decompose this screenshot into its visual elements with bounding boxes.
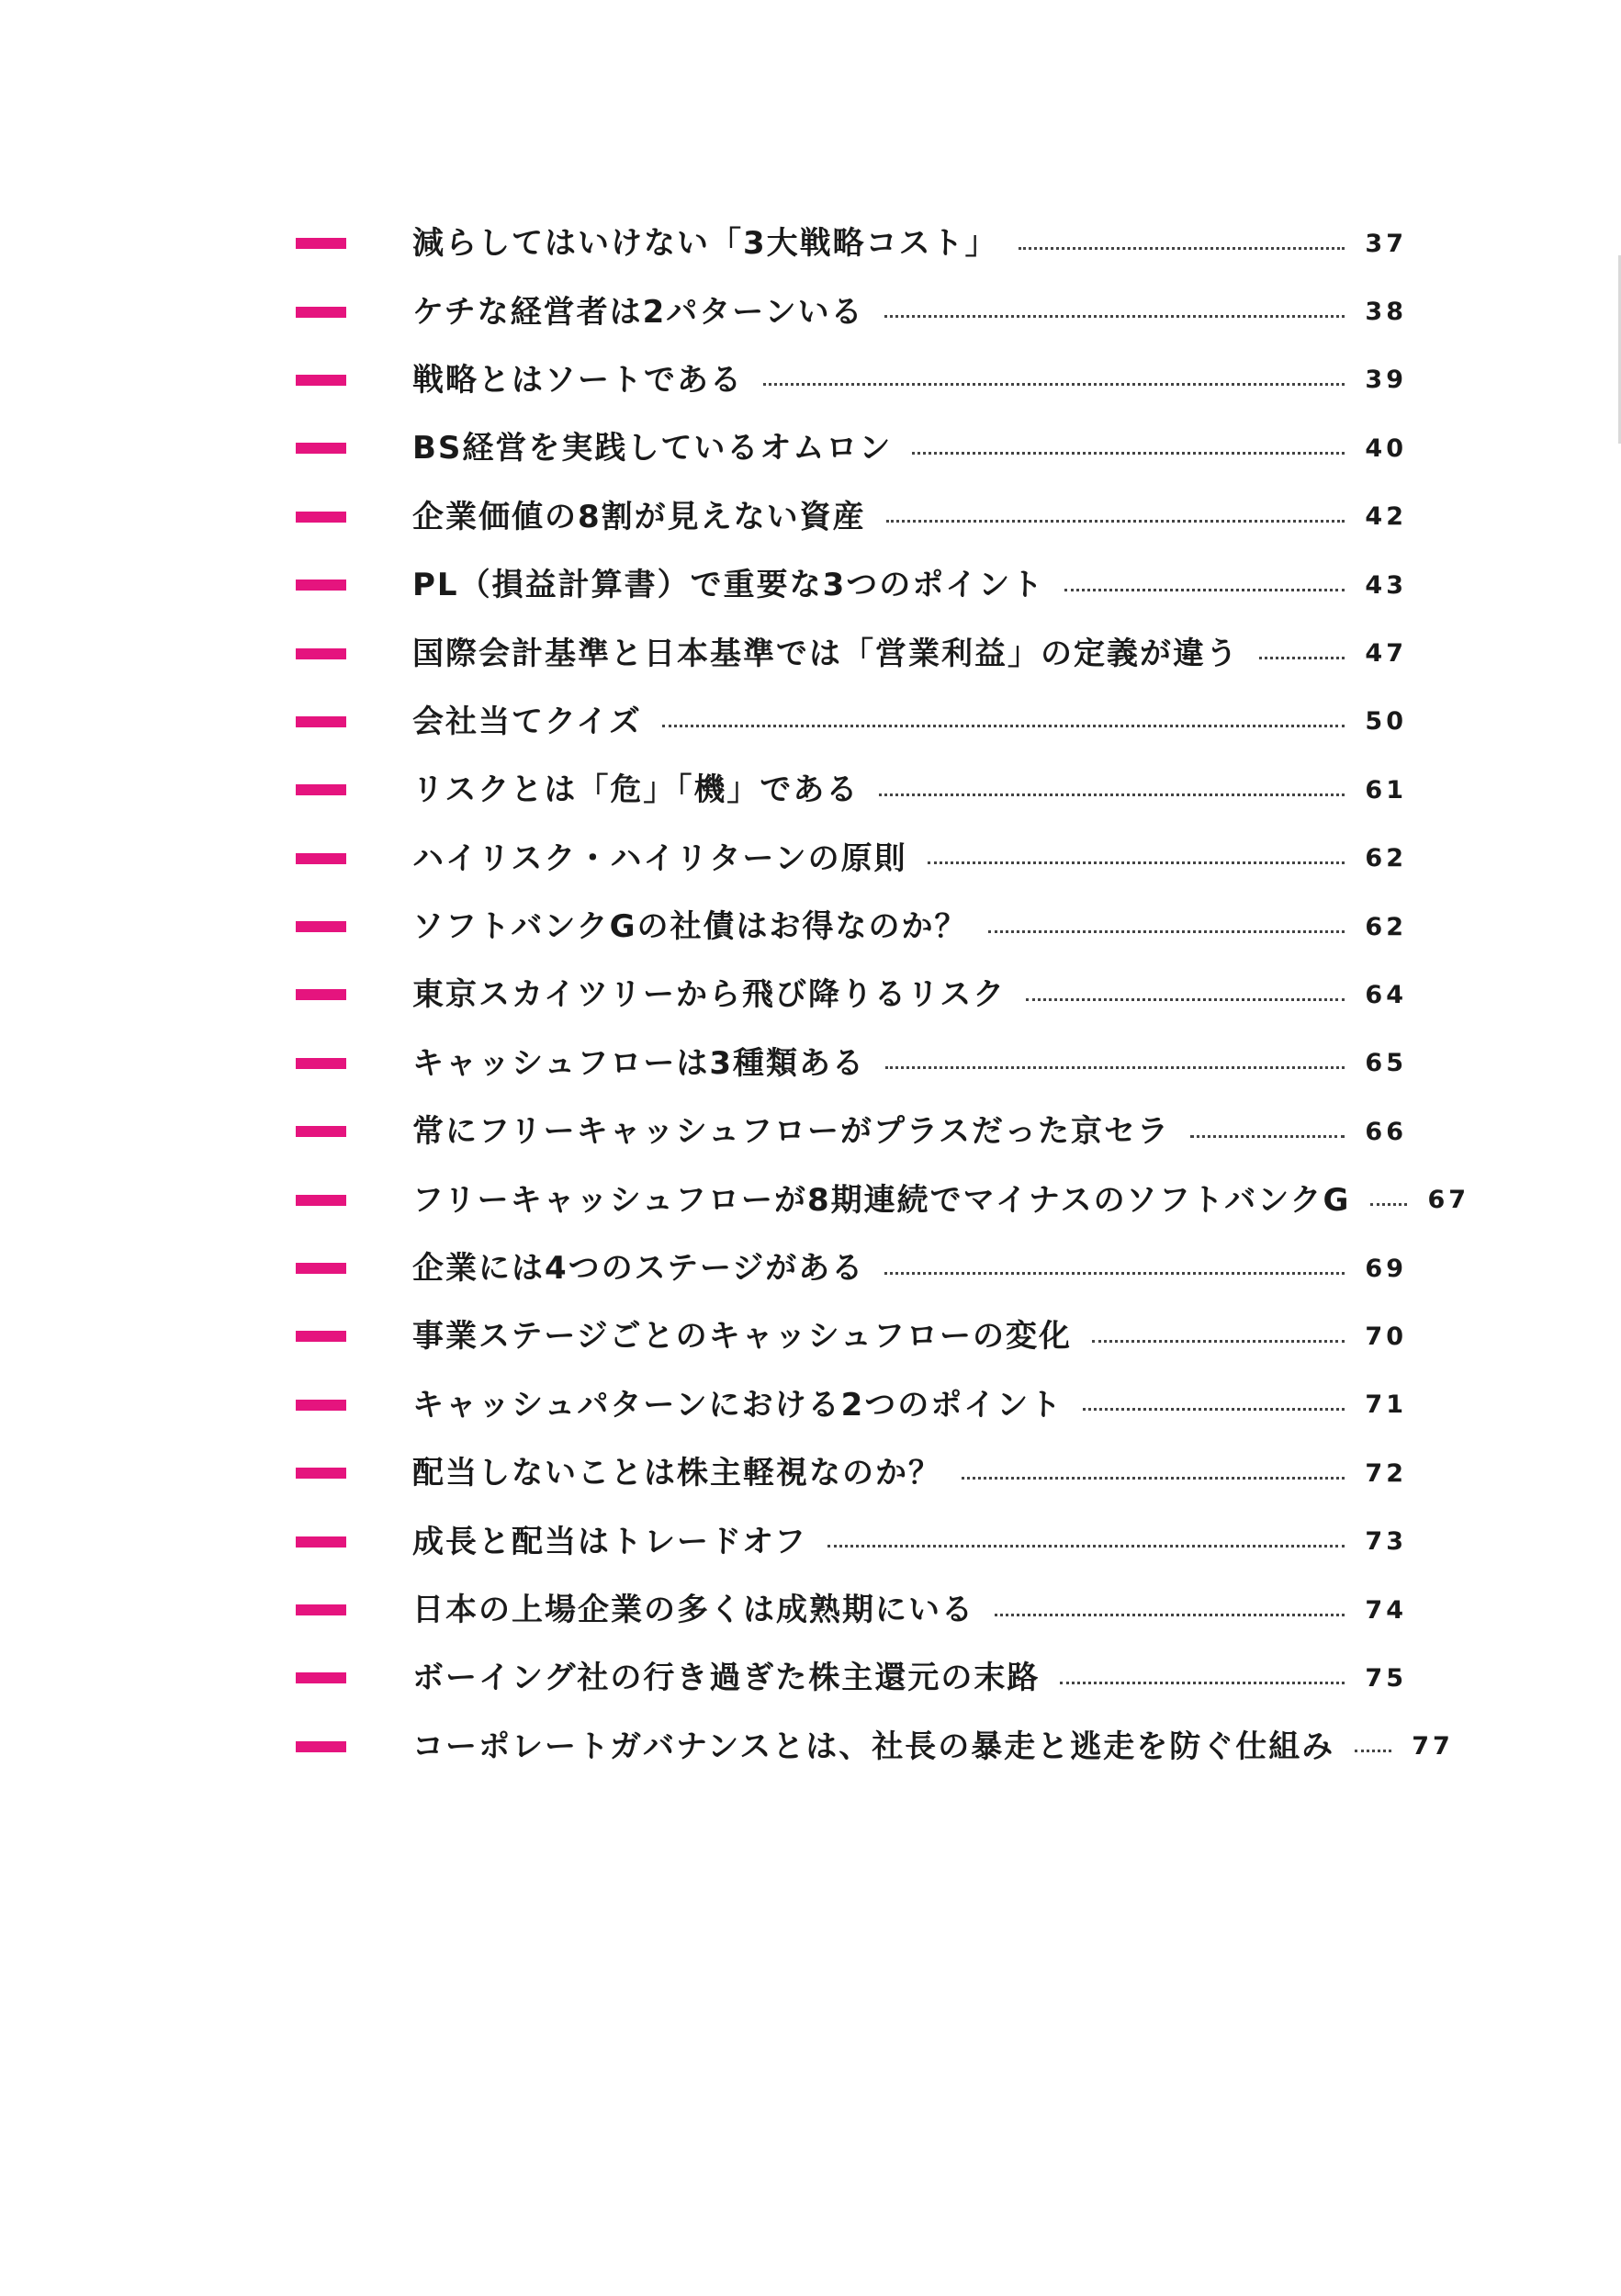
toc-dot-leader bbox=[1064, 589, 1345, 591]
toc-page-number: 66 bbox=[1365, 1117, 1407, 1146]
toc-dot-leader bbox=[1370, 1203, 1407, 1206]
toc-entry bbox=[296, 1507, 1407, 1575]
toc-bullet-marker bbox=[296, 1195, 346, 1206]
toc-entry bbox=[296, 209, 1407, 277]
toc-entry-title: 配当しないことは株主軽視なのか？ bbox=[412, 1455, 941, 1492]
toc-dot-leader bbox=[1026, 998, 1345, 1001]
toc-bullet-marker bbox=[296, 580, 346, 591]
toc-entry bbox=[296, 1302, 1407, 1370]
toc-bullet-marker bbox=[296, 1604, 346, 1615]
toc-entry-title: ケチな経営者は2パターンいる bbox=[412, 293, 864, 331]
toc-entry-title: 日本の上場企業の多くは成熟期にいる bbox=[412, 1592, 974, 1628]
toc-dot-leader bbox=[879, 793, 1345, 796]
toc-dot-leader bbox=[1083, 1408, 1345, 1411]
toc-entry bbox=[296, 346, 1407, 414]
toc-entry-title: 企業価値の8割が見えない資産 bbox=[412, 498, 866, 535]
toc-bullet-marker bbox=[296, 375, 346, 386]
toc-entry bbox=[296, 825, 1407, 893]
toc-entry bbox=[296, 414, 1407, 482]
toc-entry bbox=[296, 1030, 1407, 1097]
toc-page-number: 40 bbox=[1365, 433, 1407, 463]
toc-entry bbox=[296, 893, 1407, 961]
toc-dot-leader bbox=[928, 861, 1345, 864]
toc-entry bbox=[296, 1234, 1407, 1302]
toc-page-number: 69 bbox=[1365, 1254, 1407, 1283]
toc-entry-title: キャッシュフローは3種類ある bbox=[412, 1044, 865, 1082]
toc-entry-title: ボーイング社の行き過ぎた株主還元の末路 bbox=[412, 1660, 1041, 1697]
toc-entry bbox=[296, 1439, 1407, 1507]
toc-entry bbox=[296, 1371, 1407, 1439]
toc-page-number: 50 bbox=[1365, 707, 1407, 737]
toc-entry-title: コーポレートガバナンスとは、社長の暴走と逃走を防ぐ仕組み bbox=[412, 1728, 1335, 1765]
toc-page-number: 67 bbox=[1427, 1186, 1470, 1215]
toc-page-number: 70 bbox=[1365, 1322, 1407, 1351]
toc-entry bbox=[296, 961, 1407, 1029]
toc-dot-leader bbox=[912, 452, 1345, 455]
toc-dot-leader bbox=[827, 1545, 1345, 1548]
toc-bullet-marker bbox=[296, 648, 346, 659]
toc-dot-leader bbox=[662, 725, 1345, 727]
toc-bullet-marker bbox=[296, 989, 346, 1000]
toc-page-number: 73 bbox=[1365, 1527, 1407, 1557]
toc-bullet-marker bbox=[296, 512, 346, 523]
toc-bullet-marker bbox=[296, 921, 346, 932]
toc-dot-leader bbox=[1355, 1750, 1391, 1752]
toc-bullet-marker bbox=[296, 238, 346, 249]
toc-bullet-marker bbox=[296, 307, 346, 318]
toc-entry-title: キャッシュパターンにおける2つのポイント bbox=[412, 1386, 1064, 1424]
toc-page-number: 61 bbox=[1365, 775, 1407, 805]
toc-entry-title: 企業には4つのステージがある bbox=[412, 1250, 865, 1288]
toc-bullet-marker bbox=[296, 1536, 346, 1548]
toc-entry-title: リスクとは「危」「機」である bbox=[412, 771, 860, 809]
toc-entry bbox=[296, 277, 1407, 345]
toc-entry bbox=[296, 551, 1407, 619]
toc-entry-title: 事業ステージごとのキャッシュフローの変化 bbox=[412, 1318, 1072, 1356]
toc-dot-leader bbox=[1190, 1135, 1345, 1138]
toc-entry-title: 戦略とはソートである bbox=[412, 361, 743, 399]
toc-page-number: 72 bbox=[1365, 1458, 1407, 1488]
toc-page-number: 38 bbox=[1365, 298, 1407, 327]
toc-page-number: 39 bbox=[1365, 366, 1407, 395]
toc-page-number: 75 bbox=[1365, 1663, 1407, 1693]
toc-page-number: 71 bbox=[1365, 1390, 1407, 1420]
toc-dot-leader bbox=[885, 1066, 1345, 1069]
toc-bullet-marker bbox=[296, 1672, 346, 1683]
toc-dot-leader bbox=[962, 1477, 1345, 1480]
toc-entry-title: ソフトバンクGの社債はお得なのか？ bbox=[412, 908, 968, 946]
toc-page-number: 42 bbox=[1365, 502, 1407, 532]
toc-page-number: 47 bbox=[1365, 639, 1407, 669]
toc-dot-leader bbox=[1019, 247, 1345, 250]
toc-entry-title: ハイリスク・ハイリターンの原則 bbox=[412, 839, 907, 877]
toc-entry-title: 常にフリーキャッシュフローがプラスだった京セラ bbox=[412, 1113, 1170, 1151]
toc-entry bbox=[296, 1097, 1407, 1165]
toc-page-number: 62 bbox=[1365, 912, 1407, 941]
toc-bullet-marker bbox=[296, 716, 346, 727]
toc-entry-title: 会社当てクイズ bbox=[412, 703, 642, 740]
toc-entry-title: 国際会計基準と日本基準では「営業利益」の定義が違う bbox=[412, 635, 1239, 672]
toc-entry bbox=[296, 1576, 1407, 1644]
toc-entry-title: 減らしてはいけない「3大戦略コスト」 bbox=[412, 225, 998, 263]
toc-entry bbox=[296, 756, 1407, 824]
toc-entry bbox=[296, 1165, 1470, 1233]
toc-bullet-marker bbox=[296, 1058, 346, 1069]
toc-bullet-marker bbox=[296, 1468, 346, 1479]
toc-bullet-marker bbox=[296, 784, 346, 795]
toc-bullet-marker bbox=[296, 1741, 346, 1752]
toc-page-number: 43 bbox=[1365, 570, 1407, 600]
toc-dot-leader bbox=[884, 1272, 1345, 1275]
toc-entry bbox=[296, 1713, 1454, 1781]
toc-bullet-marker bbox=[296, 1126, 346, 1137]
toc-dot-leader bbox=[1259, 657, 1345, 659]
toc-entry-title: 東京スカイツリーから飛び降りるリスク bbox=[412, 976, 1007, 1014]
toc-entry-title: 成長と配当はトレードオフ bbox=[412, 1523, 807, 1560]
toc-entry-title: BS経営を実践しているオムロン bbox=[412, 430, 893, 467]
toc-page-number: 77 bbox=[1412, 1732, 1454, 1761]
toc-bullet-marker bbox=[296, 853, 346, 864]
toc-dot-leader bbox=[1060, 1682, 1345, 1684]
toc-dot-leader bbox=[995, 1614, 1345, 1616]
toc-bullet-marker bbox=[296, 1400, 346, 1411]
toc-page-number: 65 bbox=[1365, 1049, 1407, 1078]
toc-bullet-marker bbox=[296, 1263, 346, 1274]
toc-dot-leader bbox=[886, 520, 1345, 523]
toc-page-number: 62 bbox=[1365, 844, 1407, 873]
toc-page-number: 64 bbox=[1365, 980, 1407, 1009]
toc-dot-leader bbox=[1092, 1340, 1345, 1343]
toc-entry bbox=[296, 619, 1407, 687]
toc-dot-leader bbox=[763, 383, 1345, 386]
toc-entry bbox=[296, 688, 1407, 756]
toc-entry bbox=[296, 1644, 1407, 1712]
toc-dot-leader bbox=[988, 930, 1345, 933]
toc-page-number: 74 bbox=[1365, 1595, 1407, 1625]
toc-entry bbox=[296, 483, 1407, 551]
toc-bullet-marker bbox=[296, 1331, 346, 1342]
toc-bullet-marker bbox=[296, 443, 346, 454]
toc-entry-title: フリーキャッシュフローが8期連続でマイナスのソフトバンクG bbox=[412, 1181, 1351, 1219]
toc-dot-leader bbox=[884, 315, 1345, 318]
toc-page-number: 37 bbox=[1365, 229, 1407, 258]
toc-entry-title: PL（損益計算書）で重要な3つのポイント bbox=[412, 567, 1045, 604]
table-of-contents bbox=[296, 209, 1470, 1781]
